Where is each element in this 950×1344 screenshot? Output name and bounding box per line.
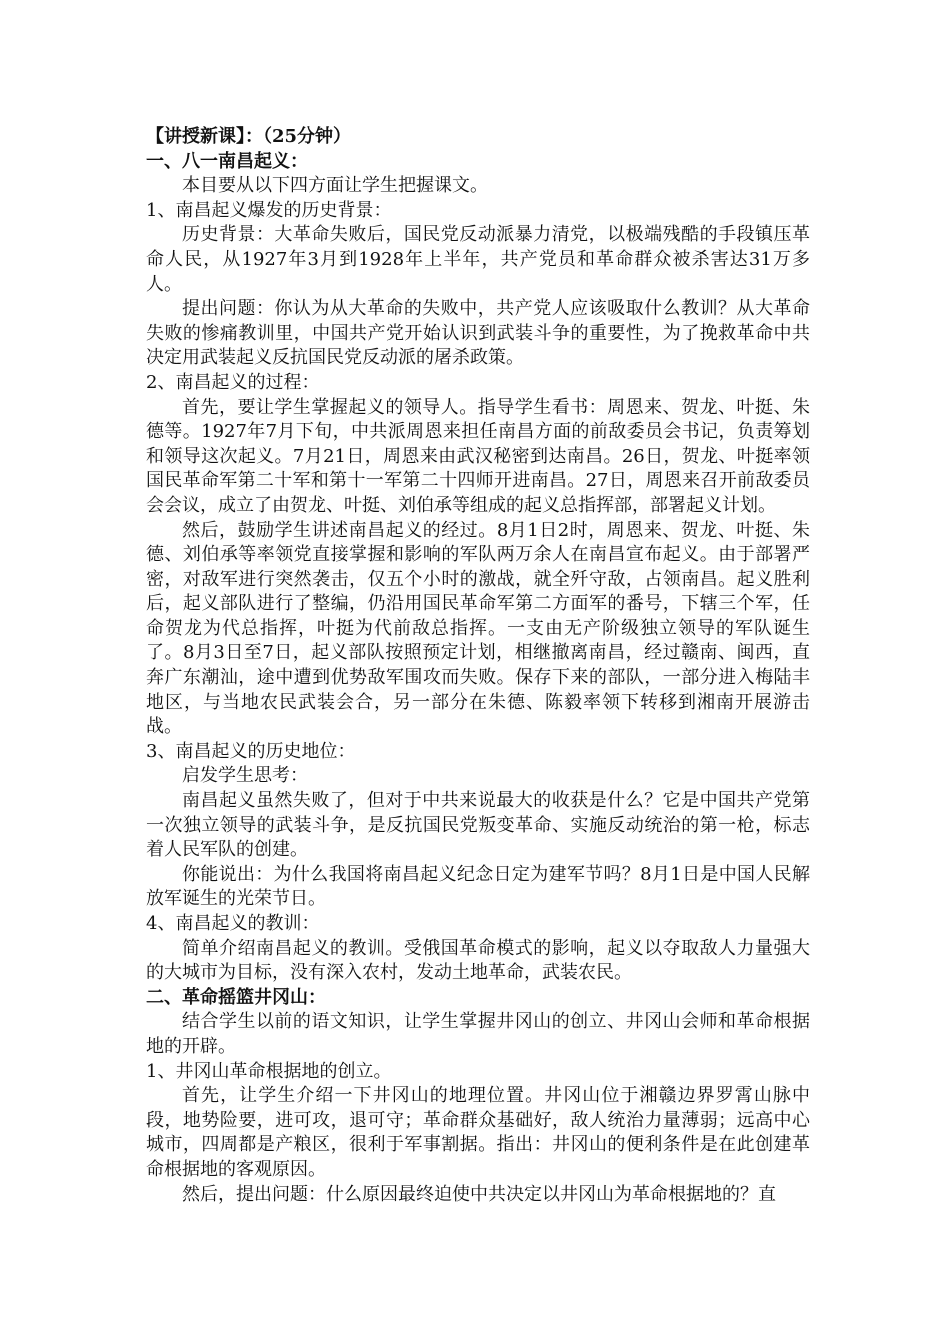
part2-intro: 结合学生以前的语文知识，让学生掌握井冈山的创立、井冈山会师和革命根据地的开辟。 xyxy=(146,1011,810,1057)
part1-sub1-paragraph: 提出问题：你认为从大革命的失败中，共产党人应该吸取什么教训？从大革命失败的惨痛教训里，中国共产党开始认识到武装斗争的重要性，为了挽救革命中共决定用武装起义反抗国民党反动派的屠杀政策。 xyxy=(146,298,810,369)
part2-sub1-paragraph: 然后，提出问题：什么原因最终迫使中共决定以井冈山为革命根据地的？直 xyxy=(182,1183,776,1205)
part1-sub3-paragraph: 南昌起义虽然失败了，但对于中共来说最大的收获是什么？它是中国共产党第一次独立领导的武装斗争，是反抗国民党叛变革命、实施反动统治的第一枪，标志着人民军队的创建。 xyxy=(146,790,810,861)
part2-heading: 二、革命摇篮井冈山： xyxy=(146,986,326,1008)
part1-sub2-paragraph: 首先，要让学生掌握起义的领导人。指导学生看书：周恩来、贺龙、叶挺、朱德等。1927年7月下旬，中共派周恩来担任南昌方面的前敌委员会书记，负责筹划和领导这次起义。7月21日，周恩来由武汉秘密到达南昌。26日，贺龙、叶挺率领国民革命军第二十军和第十一军第二十四师开进南昌。27日，周恩来召开前敌委员会会议，成立了由贺龙、叶挺、刘伯承等组成的起义总指挥部，部署起义计划。 xyxy=(146,396,810,516)
part1-heading: 一、八一南昌起义： xyxy=(146,150,308,172)
part1-sub2-paragraph: 然后，鼓励学生讲述南昌起义的经过。8月1日2时，周恩来、贺龙、叶挺、朱德、刘伯承等率领党直接掌握和影响的军队两万余人在南昌宣布起义。由于部署严密，对敌军进行突然袭击，仅五个小时的激战，就全歼守敌，占领南昌。起义胜利后，起义部队进行了整编，仍沿用国民革命军第二方面军的番号，下辖三个军，任命贺龙为代总指挥，叶挺为代前敌总指挥。一支由无产阶级独立领导的军队诞生了。8月3日至7日，起义部队按照预定计划，相继撤离南昌，经过赣南、闽西，直奔广东潮汕，途中遭到优势敌军围攻而失败。保存下来的部队，一部分进入梅陆丰地区，与当地农民武装会合，另一部分在朱德、陈毅率领下转移到湘南开展游击战。 xyxy=(146,519,810,738)
part1-sub4-title: 4、南昌起义的教训： xyxy=(146,913,320,934)
part1-sub3-paragraph: 你能说出：为什么我国将南昌起义纪念日定为建军节吗？8月1日是中国人民解放军诞生的光荣节日。 xyxy=(146,863,810,910)
part1-sub3-paragraph: 启发学生思考： xyxy=(182,765,308,787)
part1-sub2-title: 2、南昌起义的过程： xyxy=(146,371,320,393)
part1-sub4-paragraph: 简单介绍南昌起义的教训。受俄国革命模式的影响，起义以夺取敌人力量强大的大城市为目标，没有深入农村，发动土地革命，武装农民。 xyxy=(146,937,810,984)
part1-sub1-title: 1、南昌起义爆发的历史背景： xyxy=(146,199,392,221)
part1-sub3-title: 3、南昌起义的历史地位： xyxy=(146,740,356,762)
lesson-page xyxy=(146,125,810,1207)
part2-sub1-paragraph: 首先，让学生介绍一下井冈山的地理位置。井冈山位于湘赣边界罗霄山脉中段，地势险要，进可攻，退可守；革命群众基础好，敌人统治力量薄弱；远高中心城市，四周都是产粮区，很利于军事割据。指出：井冈山的便利条件是在此创建革命根据地的客观原因。 xyxy=(146,1085,810,1180)
part1-intro: 本目要从以下四方面让学生把握课文。 xyxy=(182,175,488,197)
part2-sub1-title: 1、井冈山革命根据地的创立。 xyxy=(146,1060,392,1082)
part1-sub1-paragraph: 历史背景：大革命失败后，国民党反动派暴力清党，以极端残酷的手段镇压革命人民，从1927年3月到1928年上半年，共产党员和革命群众被杀害达31万多人。 xyxy=(146,224,810,295)
section-header: 【讲授新课】：（25分钟） xyxy=(146,126,352,147)
